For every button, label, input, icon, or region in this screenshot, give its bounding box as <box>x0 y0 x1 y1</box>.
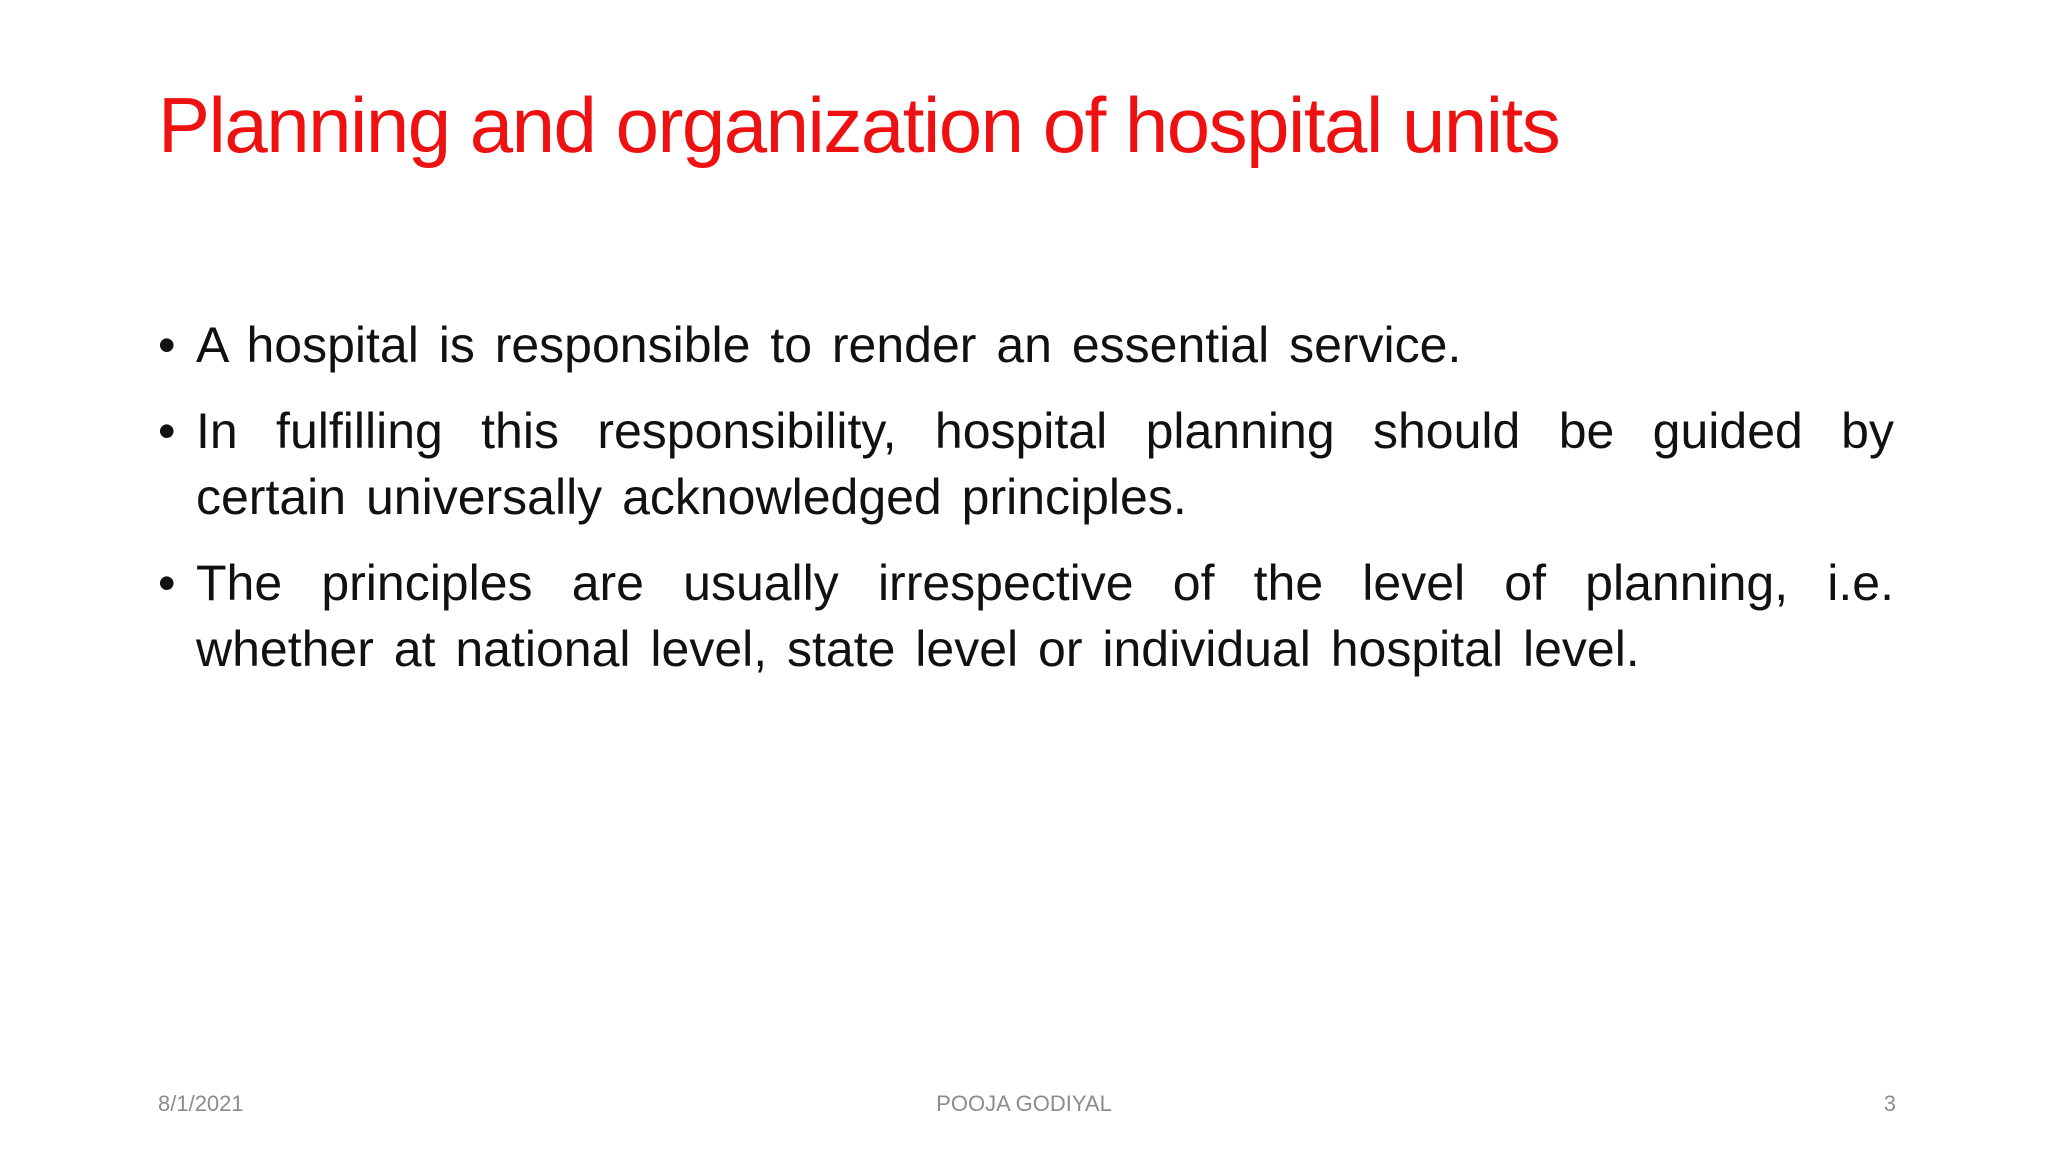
bullet-item <box>158 312 1894 378</box>
footer-date: 8/1/2021 <box>158 1091 244 1116</box>
bullet-marker: • <box>158 317 176 373</box>
bullet-item <box>158 398 1894 530</box>
footer-author: POOJA GODIYAL <box>936 1091 1112 1116</box>
bullet-text: A hospital is responsible to render an essential service. <box>196 317 1462 373</box>
bullet-text: In fulfilling this responsibility, hospital planning should be guided by certain universally acknowledged principles. <box>196 403 1894 525</box>
bullet-item <box>158 550 1894 682</box>
bullet-marker: • <box>158 403 176 459</box>
slide-title: Planning and organization of hospital units <box>158 81 1560 169</box>
bullet-text: The principles are usually irrespective of the level of planning, i.e. whether at national level, state level or individual hospital level. <box>196 555 1894 677</box>
bullet-list <box>158 312 1894 702</box>
footer-page-number: 3 <box>1883 1091 1896 1116</box>
bullet-marker: • <box>158 555 176 611</box>
